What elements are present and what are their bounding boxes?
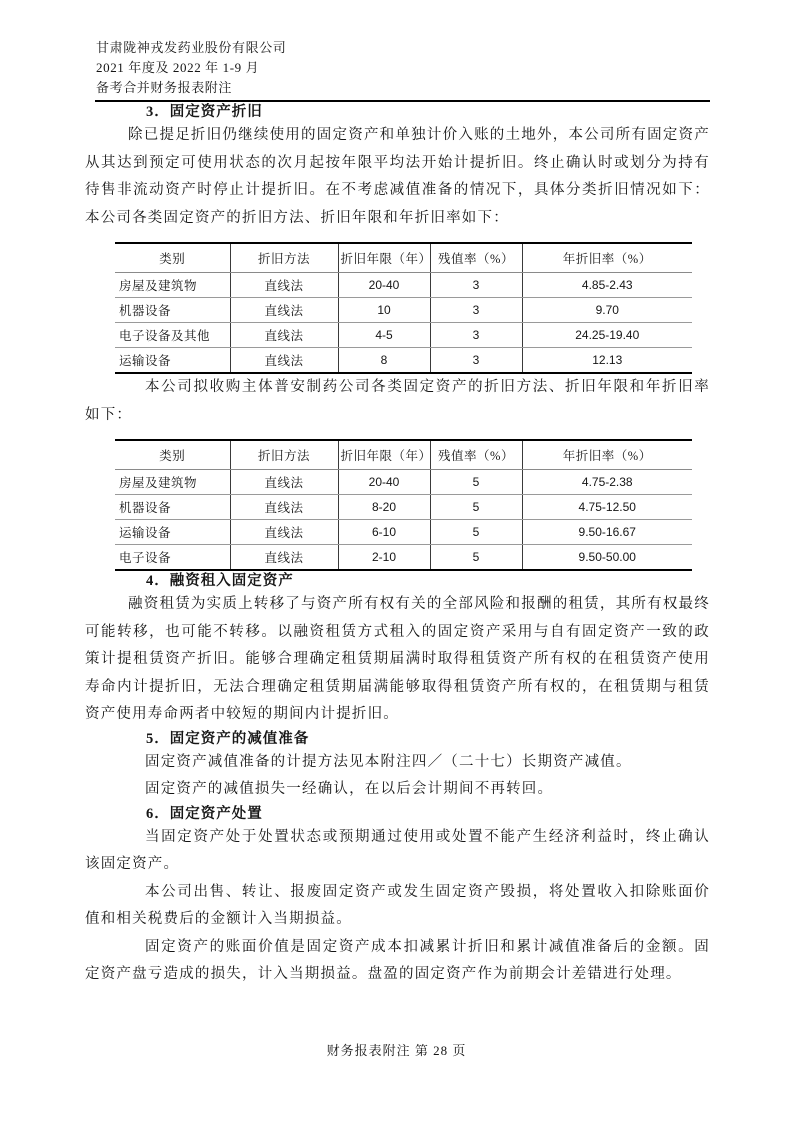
page-footer-label: 财务报表附注 第 28 页 — [326, 1043, 467, 1058]
depreciation-table-company — [115, 242, 692, 374]
section-5-paragraph-1: 固定资产减值准备的计提方法见本附注四／（二十七）长期资产减值。 — [145, 753, 632, 770]
cell-annual-rate: 4.85-2.43 — [522, 273, 692, 298]
cell-residual-rate: 3 — [430, 298, 522, 323]
column-header-method: 折旧方法 — [230, 440, 338, 470]
cell-method: 直线法 — [230, 545, 338, 571]
cell-residual-rate: 5 — [430, 470, 522, 495]
section-5-heading: 5．固定资产的减值准备 — [146, 730, 310, 747]
cell-annual-rate: 9.70 — [522, 298, 692, 323]
section-3-intro-paragraph: 除已提足折旧仍继续使用的固定资产和单独计价入账的土地外，本公司所有固定资产从其达到预定可使用状态的次月起按年限平均法开始计提折旧。终止确认时或划分为持有待售非流动资产时停止计提折旧。在不考虑减值准备的情况下，具体分类折旧情况如下：本公司各类固定资产的折旧方法、折旧年限和年折旧率如下： — [85, 127, 710, 226]
table-row — [115, 348, 692, 374]
cell-annual-rate: 12.13 — [522, 348, 692, 374]
table-row — [115, 545, 692, 571]
puan-intro-paragraph: 本公司拟收购主体普安制药公司各类固定资产的折旧方法、折旧年限和年折旧率如下： — [85, 379, 710, 423]
document-body — [85, 102, 710, 989]
cell-useful-life: 6-10 — [338, 520, 430, 545]
cell-method: 直线法 — [230, 273, 338, 298]
cell-category: 机器设备 — [115, 298, 230, 323]
cell-category: 房屋及建筑物 — [115, 470, 230, 495]
section-6-paragraph-1: 当固定资产处于处置状态或预期通过使用或处置不能产生经济利益时，终止确认该固定资产。 — [85, 828, 710, 872]
section-4-heading: 4．融资租入固定资产 — [146, 573, 294, 589]
cell-useful-life: 20-40 — [338, 470, 430, 495]
column-header-method: 折旧方法 — [230, 243, 338, 273]
document-header — [96, 38, 710, 98]
cell-useful-life: 2-10 — [338, 545, 430, 571]
cell-method: 直线法 — [230, 323, 338, 348]
section-6-paragraph-2: 本公司出售、转让、报废固定资产或发生固定资产毁损，将处置收入扣除账面价值和相关税费后的金额计入当期损益。 — [85, 883, 710, 927]
cell-residual-rate: 5 — [430, 545, 522, 571]
cell-annual-rate: 9.50-16.67 — [522, 520, 692, 545]
column-header-useful-life: 折旧年限（年） — [338, 243, 430, 273]
cell-method: 直线法 — [230, 348, 338, 374]
report-period: 2021 年度及 2022 年 1-9 月 — [96, 60, 260, 75]
cell-residual-rate: 3 — [430, 273, 522, 298]
table-row — [115, 298, 692, 323]
cell-category: 机器设备 — [115, 495, 230, 520]
cell-useful-life: 10 — [338, 298, 430, 323]
cell-residual-rate: 3 — [430, 323, 522, 348]
section-3-heading: 3．固定资产折旧 — [146, 104, 263, 120]
cell-useful-life: 4-5 — [338, 323, 430, 348]
cell-method: 直线法 — [230, 298, 338, 323]
column-header-useful-life: 折旧年限（年） — [338, 440, 430, 470]
table-row — [115, 520, 692, 545]
cell-useful-life: 20-40 — [338, 273, 430, 298]
report-title: 备考合并财务报表附注 — [96, 80, 233, 95]
column-header-residual-rate: 残值率（%） — [430, 440, 522, 470]
page-footer — [0, 1040, 793, 1059]
cell-residual-rate: 3 — [430, 348, 522, 374]
cell-annual-rate: 4.75-2.38 — [522, 470, 692, 495]
column-header-annual-rate: 年折旧率（%） — [522, 243, 692, 273]
cell-method: 直线法 — [230, 520, 338, 545]
table-row — [115, 273, 692, 298]
column-header-category: 类别 — [115, 440, 230, 470]
section-6-heading: 6．固定资产处置 — [146, 805, 263, 822]
cell-useful-life: 8-20 — [338, 495, 430, 520]
cell-residual-rate: 5 — [430, 495, 522, 520]
depreciation-table-puan — [115, 439, 692, 571]
table-row — [115, 323, 692, 348]
section-4-paragraph: 融资租赁为实质上转移了与资产所有权有关的全部风险和报酬的租赁，其所有权最终可能转移，也可能不转移。以融资租赁方式租入的固定资产采用与自有固定资产一致的政策计提租赁资产折旧。能够合理确定租赁期届满时取得租赁资产所有权的在租赁资产使用寿命内计提折旧，无法合理确定租赁期届满能够取得租赁资产所有权的，在租赁期与租赁资产使用寿命两者中较短的期间内计提折旧。 — [85, 596, 710, 722]
cell-annual-rate: 9.50-50.00 — [522, 545, 692, 571]
company-name: 甘肃陇神戎发药业股份有限公司 — [96, 40, 287, 55]
section-5-paragraph-2: 固定资产的减值损失一经确认，在以后会计期间不再转回。 — [145, 781, 554, 797]
cell-category: 电子设备 — [119, 551, 172, 565]
cell-category: 运输设备 — [119, 354, 172, 368]
table-header-row — [115, 440, 692, 470]
table-header-row — [115, 243, 692, 273]
cell-annual-rate: 4.75-12.50 — [522, 495, 692, 520]
cell-useful-life: 8 — [338, 348, 430, 374]
cell-category: 房屋及建筑物 — [115, 273, 230, 298]
cell-method: 直线法 — [230, 470, 338, 495]
column-header-residual-rate: 残值率（%） — [430, 243, 522, 273]
column-header-category: 类别 — [115, 243, 230, 273]
cell-category: 运输设备 — [115, 520, 230, 545]
cell-annual-rate: 24.25-19.40 — [522, 323, 692, 348]
column-header-annual-rate: 年折旧率（%） — [522, 440, 692, 470]
cell-residual-rate: 5 — [430, 520, 522, 545]
cell-category: 电子设备及其他 — [115, 323, 230, 348]
table-row — [115, 495, 692, 520]
table-row — [115, 470, 692, 495]
cell-method: 直线法 — [230, 495, 338, 520]
section-6-paragraph-3: 固定资产的账面价值是固定资产成本扣减累计折旧和累计减值准备后的金额。固定资产盘亏造成的损失，计入当期损益。盘盈的固定资产作为前期会计差错进行处理。 — [85, 938, 710, 982]
